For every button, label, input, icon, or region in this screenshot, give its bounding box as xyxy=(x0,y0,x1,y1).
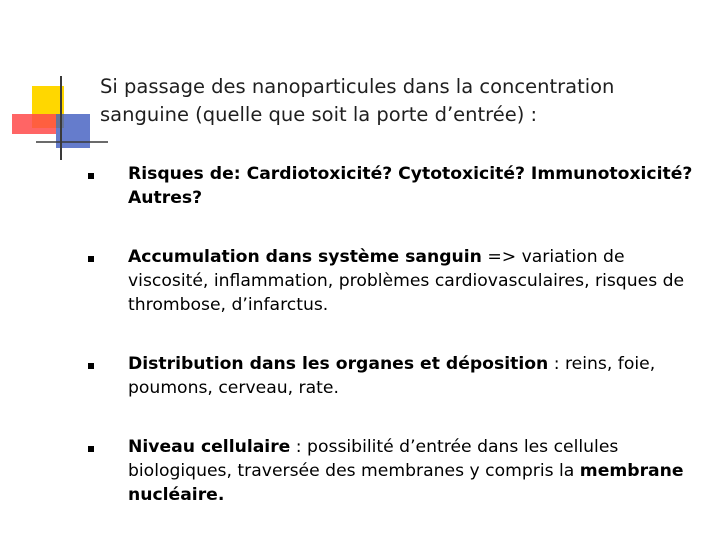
bullet-bold-text: Risques de: Cardiotoxicité? Cytotoxicité? Immunotoxicité? Autres? xyxy=(128,164,693,208)
bullet-accumulation xyxy=(88,245,703,317)
bullet-bold-text: Distribution dans les organes et déposition xyxy=(128,354,549,374)
square-bullet-icon xyxy=(88,446,94,452)
square-bullet-icon xyxy=(88,173,94,179)
decor-red-bar xyxy=(12,114,56,134)
slide-corner-decoration xyxy=(0,0,110,170)
bullet-text: : possibilité d’entrée dans les cellules biologiques, traversée des membranes y compris la xyxy=(128,437,619,481)
bullet-list xyxy=(88,162,703,507)
bullet-bold-text: Niveau cellulaire xyxy=(128,437,291,457)
bullet-bold-text: Accumulation dans système sanguin xyxy=(128,247,482,267)
bullet-text: => variation de viscosité, inflammation, problèmes cardiovasculaires, risques de thrombose, d’infarctus. xyxy=(128,247,685,315)
slide-title: Si passage des nanoparticules dans la concentration sanguine (quelle que soit la porte d’entrée) : xyxy=(100,75,615,126)
bullet-bold-end-text: membrane nucléaire. xyxy=(128,461,684,505)
bullet-cellular xyxy=(88,435,703,507)
square-bullet-icon xyxy=(88,363,94,369)
square-bullet-icon xyxy=(88,256,94,262)
bullet-distribution xyxy=(88,352,703,400)
bullet-text: : reins, foie, poumons, cerveau, rate. xyxy=(128,354,656,398)
bullet-risks xyxy=(88,162,703,210)
